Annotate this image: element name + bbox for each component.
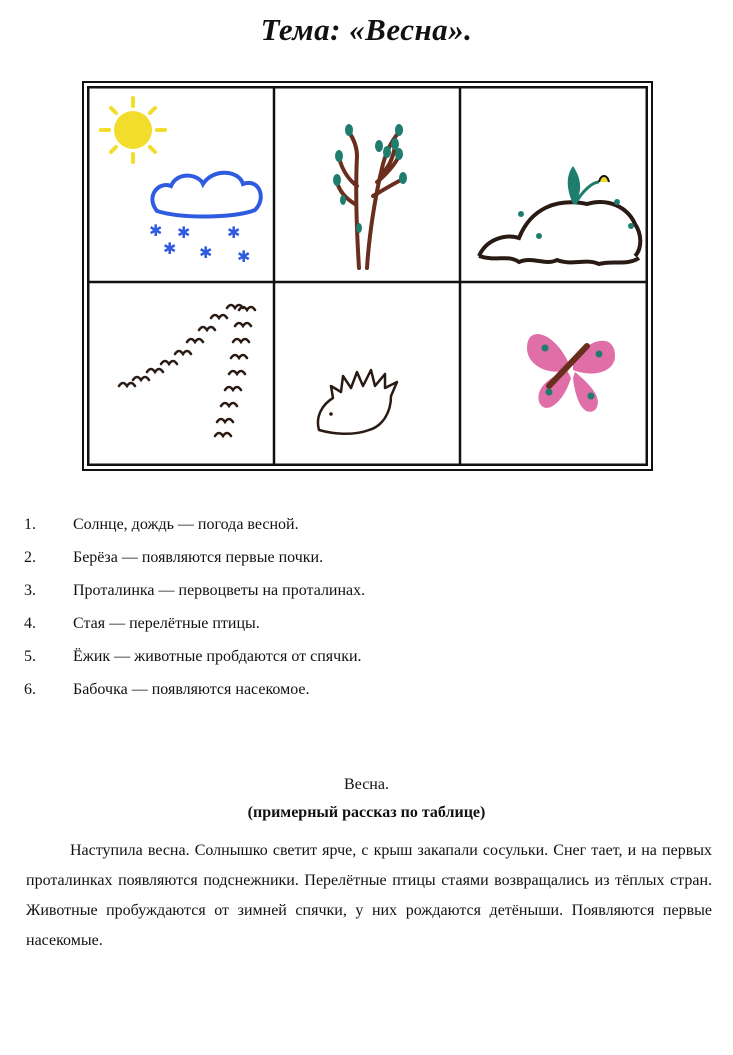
picture-legend-list [24,514,365,712]
svg-text:✱: ✱ [237,247,251,266]
list-item-text: Берёза — появляются первые почки. [73,549,324,566]
list-item-number: 1. [24,516,36,533]
list-item-text: Стая — перелётные птицы. [73,615,260,632]
page-title: Тема: «Весна». [260,12,473,47]
rain-icon [149,221,250,266]
picture-table [82,81,653,471]
butterfly-icon [527,334,615,412]
list-item [24,547,365,580]
hedgehog-icon [318,370,397,434]
thawed-patch-snowdrop-icon [479,166,640,264]
list-item [24,514,365,547]
list-item-number: 2. [24,549,36,566]
list-item [24,679,365,712]
cloud-icon [152,173,260,217]
snowdrop-flower-icon [599,176,609,182]
birch-tree-icon [333,124,407,268]
sun-cloud-rain-icon [101,98,261,266]
list-item-text: Ёжик — животные пробдаются от спячки. [73,648,362,665]
list-item-number: 6. [24,681,36,698]
list-item-text: Солнце, дождь — погода весной. [73,516,299,533]
grid-border [88,87,647,465]
svg-text:✱: ✱ [177,223,191,242]
list-item [24,580,365,613]
list-item-text: Проталинка — первоцветы на проталинах. [73,582,366,599]
svg-text:✱: ✱ [199,243,213,262]
svg-text:✱: ✱ [149,221,163,240]
list-item-number: 3. [24,582,36,599]
svg-text:✱: ✱ [163,239,177,258]
list-item [24,613,365,646]
list-item-number: 4. [24,615,36,632]
story-heading: Весна. [344,776,389,793]
list-item [24,646,365,679]
sun-icon [101,98,165,162]
story-paragraph: Наступила весна. Солнышко светит ярче, с крыш закапали сосульки. Снег тает, и на первых проталинках появляются подснежники. Перелётные птицы стаями возвращались из тёплых стран. Животные пробуждаются от зимней спячки, у них рождаются детёныши. Появляются первые насекомые. [26,842,712,949]
svg-text:✱: ✱ [227,223,241,242]
bird-flock-icon [119,305,255,436]
list-item-text: Бабочка — появляются насекомое. [73,681,310,698]
list-item-number: 5. [24,648,36,665]
picture-grid [87,86,648,466]
story-subheading: (примерный рассказ по таблице) [247,804,486,821]
